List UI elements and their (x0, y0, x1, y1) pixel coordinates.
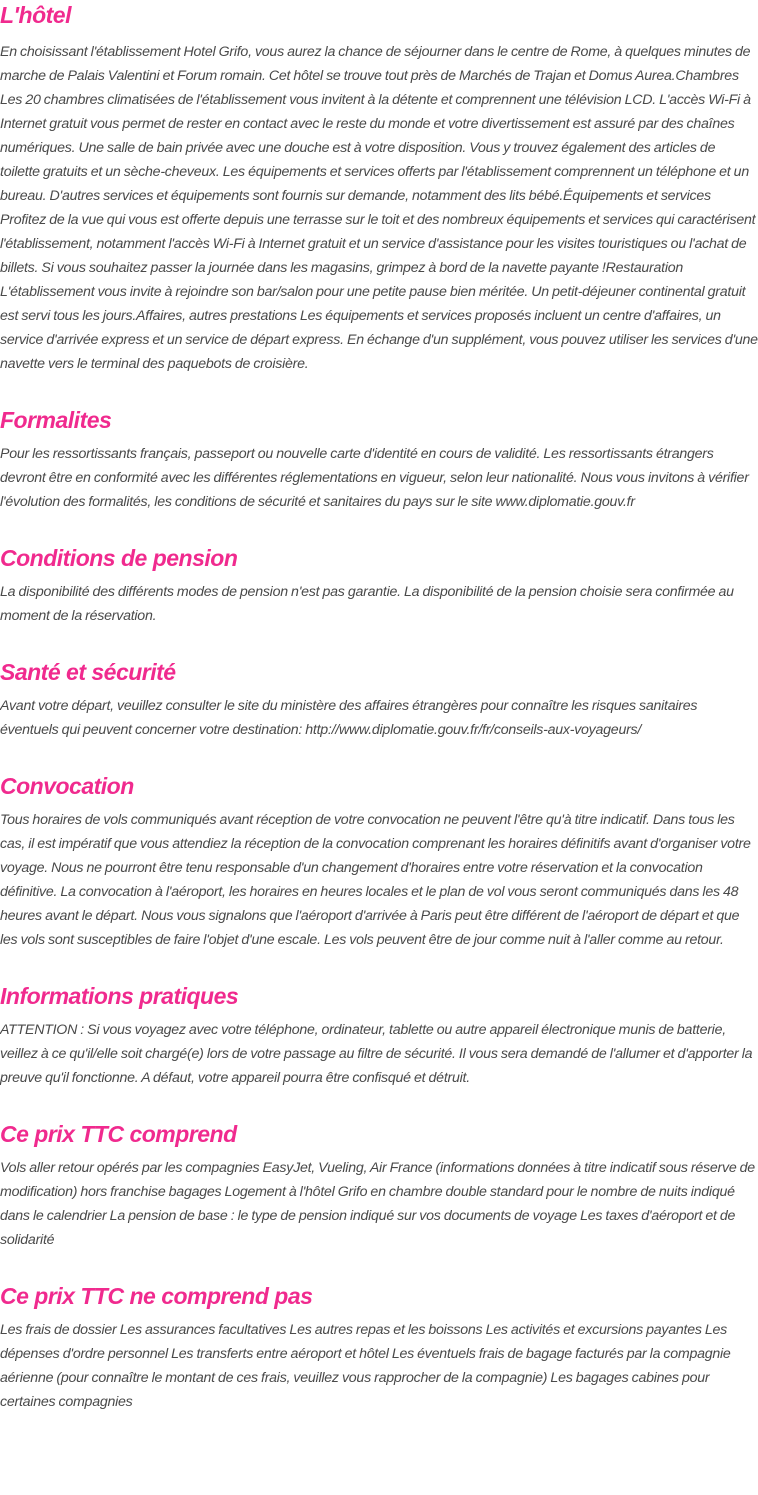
section-body-sante-securite: Avant votre départ, veuillez consulter le site du ministère des affaires étrangères pour connaître les risques sanitaires éventuels qui peuvent concerner votre destination: http://www.diplomatie.gouv.fr/fr/conseils-aux-voyageurs/ (0, 698, 698, 738)
section-informations-pratiques (0, 981, 758, 1090)
section-title-prix-ne-comprend-pas: Ce prix TTC ne comprend pas (0, 1283, 313, 1309)
section-title-formalites: Formalites (0, 407, 112, 433)
section-body-hotel: En choisissant l'établissement Hotel Grifo, vous aurez la chance de séjourner dans le centre de Rome, à quelques minutes de marche de Palais Valentini et Forum romain. Cet hôtel se trouve tout près de Marchés de Trajan et Domus Aurea.Chambres Les 20 chambres climatisées de l'établissement vous invitent à la détente et comprennent une télévision LCD. L'accès Wi-Fi à Internet gratuit vous permet de rester en contact avec le reste du monde et votre divertissement est assuré par des chaînes numériques. Une salle de bain privée avec une douche est à votre disposition. Vous y trouvez également des articles de toilette gratuits et un sèche-cheveux. Les équipements et services offerts par l'établissement comprennent un téléphone et un bureau. D'autres services et équipements sont fournis sur demande, notamment des lits bébé.Équipements et services Profitez de la vue qui vous est offerte depuis une terrasse sur le toit et des nombreux équipements et services qui caractérisent l'établissement, notamment l'accès Wi-Fi à Internet gratuit et un service d'assistance pour les visites touristiques ou l'achat de billets. Si vous souhaitez passer la journée dans les magasins, grimpez à bord de la navette payante !Restauration L'établissement vous invite à rejoindre son bar/salon pour une petite pause bien méritée. Un petit-déjeuner continental gratuit est servi tous les jours.Affaires, autres prestations Les équipements et services proposés incluent un centre d'affaires, un service d'arrivée express et un service de départ express. En échange d'un supplément, vous pouvez utiliser les services d'une navette vers le terminal des paquebots de croisière. (0, 44, 758, 372)
section-sante-securite (0, 657, 758, 742)
section-body-prix-ne-comprend-pas: Les frais de dossier Les assurances facultatives Les autres repas et les boissons Les activités et excursions payantes Les dépenses d'ordre personnel Les transferts entre aéroport et hôtel Les éventuels frais de bagage facturés par la compagnie aérienne (pour connaître le montant de ces frais, veuillez vous rapprocher de la compagnie) Les bagages cabines pour certaines compagnies (0, 1322, 731, 1410)
section-body-formalites: Pour les ressortissants français, passeport ou nouvelle carte d'identité en cours de validité. Les ressortissants étrangers devront être en conformité avec les différentes réglementations en vigueur, selon leur nationalité. Nous vous invitons à vérifier l'évolution des formalités, les conditions de sécurité et sanitaires du pays sur le site www.diplomatie.gouv.fr (0, 446, 749, 510)
section-title-convocation: Convocation (0, 773, 134, 799)
section-title-conditions-pension: Conditions de pension (0, 545, 238, 571)
section-formalites (0, 405, 758, 514)
section-prix-ne-comprend-pas (0, 1281, 758, 1414)
section-title-hotel: L'hôtel (0, 2, 71, 28)
section-hotel (0, 0, 758, 376)
section-prix-comprend (0, 1119, 758, 1252)
section-title-prix-comprend: Ce prix TTC comprend (0, 1121, 237, 1147)
section-convocation (0, 771, 758, 952)
section-body-prix-comprend: Vols aller retour opérés par les compagnies EasyJet, Vueling, Air France (informations données à titre indicatif sous réserve de modification) hors franchise bagages Logement à l'hôtel Grifo en chambre double standard pour le nombre de nuits indiqué dans le calendrier La pension de base : le type de pension indiqué sur vos documents de voyage Les taxes d'aéroport et de solidarité (0, 1160, 755, 1248)
section-conditions-pension (0, 543, 758, 628)
section-title-informations-pratiques: Informations pratiques (0, 983, 239, 1009)
section-body-informations-pratiques: ATTENTION : Si vous voyagez avec votre téléphone, ordinateur, tablette ou autre appareil électronique munis de batterie, veillez à ce qu'il/elle soit chargé(e) lors de votre passage au filtre de sécurité. Il vous sera demandé de l'allumer et d'apporter la preuve qu'il fonctionne. A défaut, votre appareil pourra être confisqué et détruit. (0, 1022, 753, 1086)
section-body-conditions-pension: La disponibilité des différents modes de pension n'est pas garantie. La disponibilité de la pension choisie sera confirmée au moment de la réservation. (0, 584, 734, 624)
section-body-convocation: Tous horaires de vols communiqués avant réception de votre convocation ne peuvent l'être qu'à titre indicatif. Dans tous les cas, il est impératif que vous attendiez la réception de la convocation comprenant les horaires définitifs avant d'organiser votre voyage. Nous ne pourront être tenu responsable d'un changement d'horaires entre votre réservation et la convocation définitive. La convocation à l'aéroport, les horaires en heures locales et le plan de vol vous seront communiqués dans les 48 heures avant le départ. Nous vous signalons que l'aéroport d'arrivée à Paris peut être différent de l'aéroport de départ et que les vols sont susceptibles de faire l'objet d'une escale. Les vols peuvent être de jour comme nuit à l'aller comme au retour. (0, 812, 751, 948)
section-title-sante-securite: Santé et sécurité (0, 659, 176, 685)
